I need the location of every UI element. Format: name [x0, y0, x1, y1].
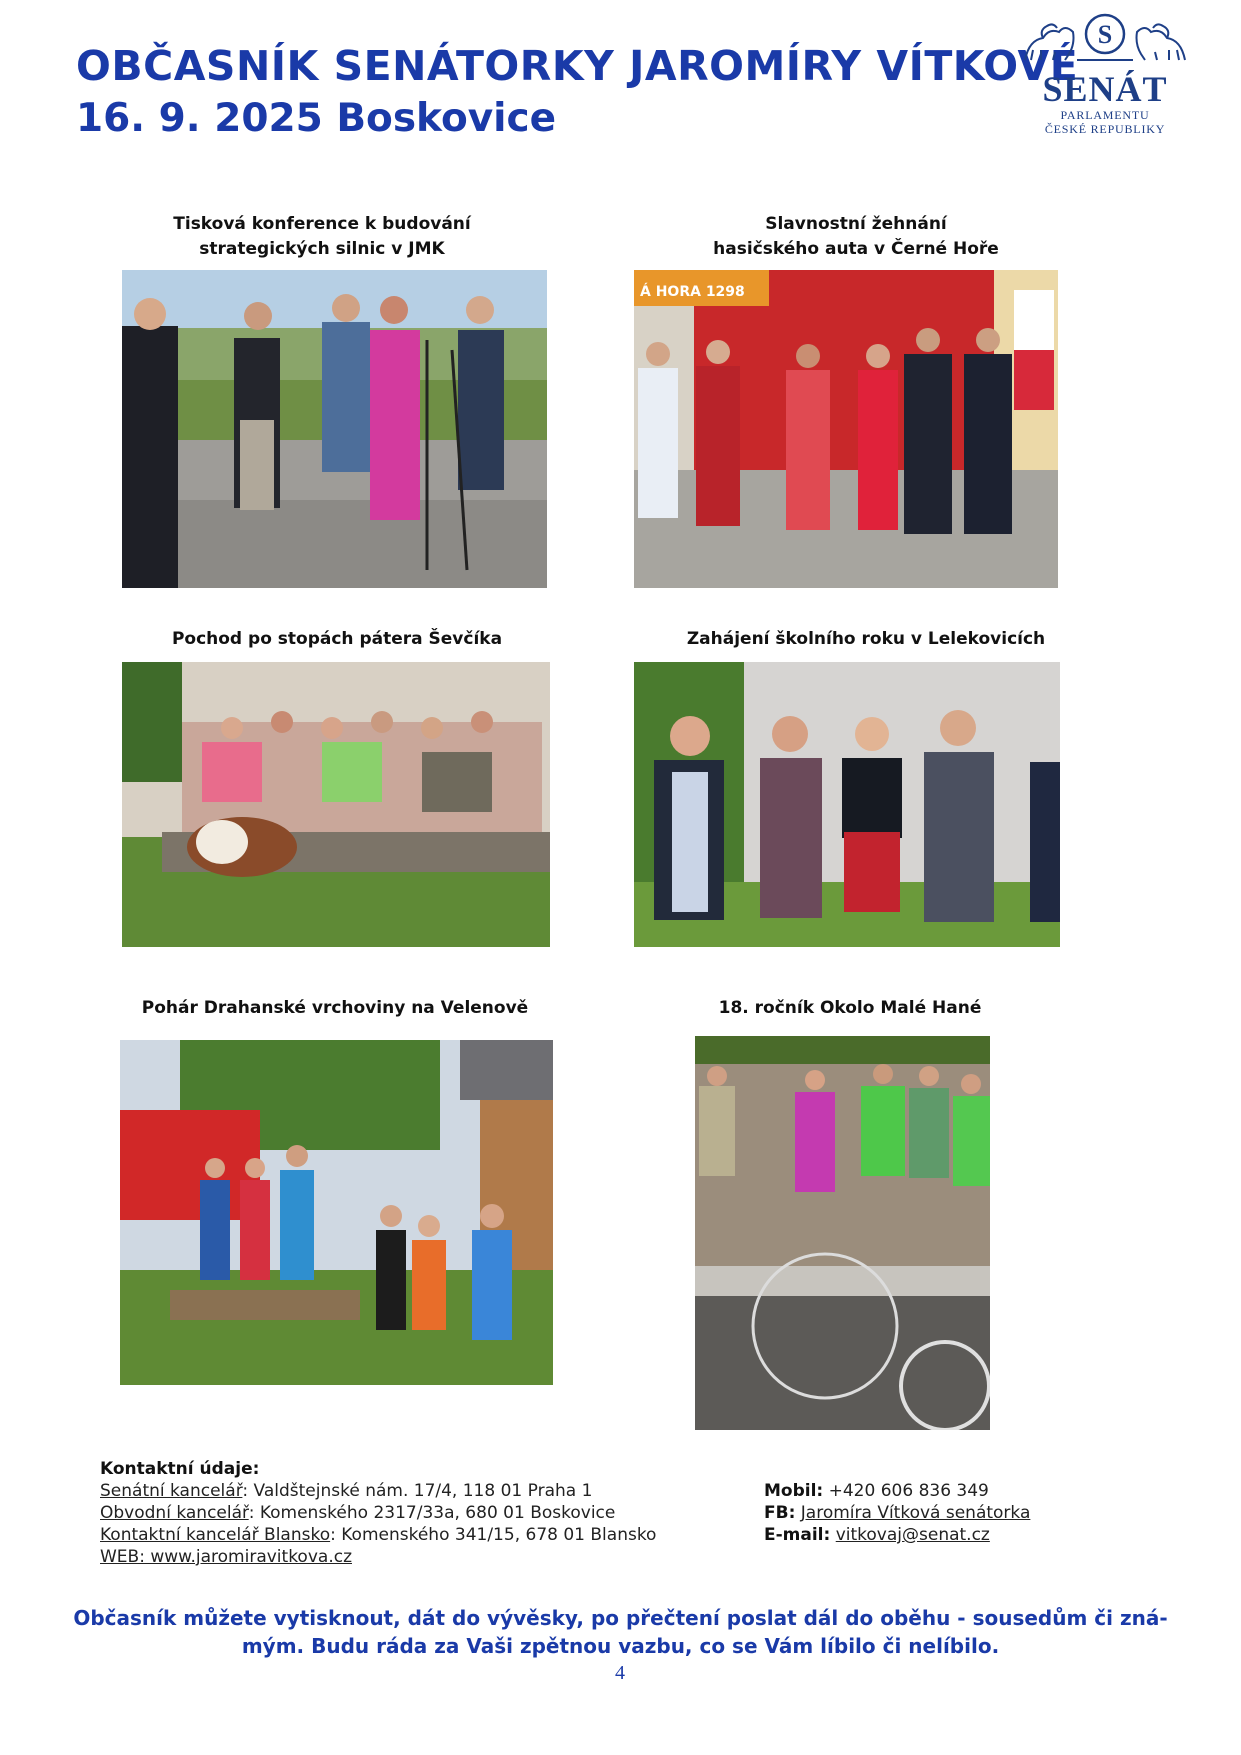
photo-march: [122, 662, 550, 947]
logo-word: SENÁT: [1042, 69, 1168, 109]
contact-email: E-mail: vitkovaj@senat.cz: [764, 1525, 990, 1545]
senate-logo: [1012, 10, 1198, 148]
facebook-link[interactable]: Jaromíra Vítková senátorka: [800, 1503, 1031, 1523]
contact-facebook: FB: Jaromíra Vítková senátorka: [764, 1503, 1031, 1523]
footer-note: Občasník můžete vytisknout, dát do vývěsky, po přečtení poslat dál do oběhu - sousedům či zná- mým. Budu ráda za Vaši zpětnou vazbu, co se Vám líbilo či nelíbilo.: [73, 1606, 1168, 1658]
photo-caption-press-conference: Tisková konference k budování strategických silnic v JMK: [173, 214, 471, 259]
photo-caption-march: Pochod po stopách pátera Ševčíka: [171, 629, 503, 649]
page-number: 4: [615, 1662, 625, 1684]
logo-line1: PARLAMENTU: [1060, 108, 1150, 122]
photo-cup-race: [120, 1040, 553, 1385]
contacts-heading: Kontaktní údaje:: [100, 1459, 260, 1479]
photo-caption-fire-truck: Slavnostní žehnání hasičského auta v Černé Hoře: [713, 214, 999, 259]
photo-okolo-male-hane: [695, 1036, 990, 1430]
svg-text:S: S: [1097, 20, 1113, 49]
email-link[interactable]: vitkovaj@senat.cz: [835, 1525, 990, 1545]
photo-caption-okolo: 18. ročník Okolo Malé Hané: [718, 998, 982, 1018]
svg-text:Á HORA 1298: Á HORA 1298: [640, 284, 745, 300]
contact-senate-office: Senátní kancelář: Valdštejnské nám. 17/4, 118 01 Praha 1: [100, 1481, 593, 1501]
page-title: OBČASNÍK SENÁTORKY JAROMÍRY VÍTKOVÉ: [76, 42, 1079, 90]
logo-line2: ČESKÉ REPUBLIKY: [1044, 122, 1166, 136]
contact-web-link[interactable]: WEB: www.jaromiravitkova.cz: [100, 1547, 352, 1567]
contacts-left: [100, 1480, 740, 1568]
photo-caption-school-year: Zahájení školního roku v Lelekovicích: [686, 629, 1046, 649]
photo-fire-truck-blessing: [634, 270, 1058, 588]
contact-blansko-office: Kontaktní kancelář Blansko: Komenského 341/15, 678 01 Blansko: [100, 1525, 657, 1545]
page-subtitle: 16. 9. 2025 Boskovice: [76, 96, 557, 141]
contact-mobile: Mobil: +420 606 836 349: [764, 1481, 989, 1501]
contact-district-office: Obvodní kancelář: Komenského 2317/33a, 680 01 Boskovice: [100, 1503, 616, 1523]
senate-emblem-icon: [1019, 10, 1191, 68]
photo-press-conference: [122, 270, 547, 588]
photo-caption-cup: Pohár Drahanské vrchoviny na Velenově: [141, 998, 529, 1018]
photo-school-year: [634, 662, 1060, 947]
contacts-right: [764, 1480, 1144, 1546]
